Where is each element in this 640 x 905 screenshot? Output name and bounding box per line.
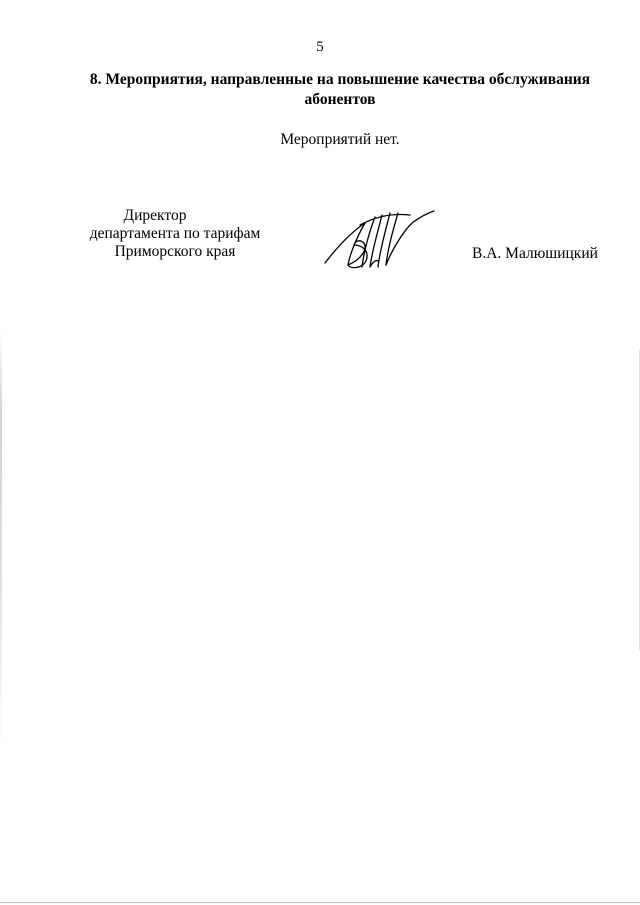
section-heading-line-2: абонентов [304, 91, 376, 108]
handwritten-signature-icon [320, 205, 440, 275]
signature-stroke [386, 211, 434, 265]
scan-edge-artifact-left [0, 330, 2, 750]
section-heading-line-1: 8. Мероприятия, направленные на повышение качества обслуживания [89, 71, 591, 88]
signatory-title-line-3: Приморского края [114, 243, 236, 260]
signatory-title-line-1: Директор [123, 207, 187, 224]
signature-stroke [370, 215, 382, 267]
signature-stroke [360, 214, 410, 225]
signature-stroke [325, 223, 365, 263]
body-text: Мероприятий нет. [280, 131, 400, 148]
signatory-title-line-2: департамента по тарифам [89, 225, 261, 242]
page-number: 5 [316, 39, 324, 55]
signatory-name: В.А. Малюшицкий [472, 245, 598, 262]
signatory-title-block [70, 207, 280, 261]
scan-edge-artifact-bottom [0, 902, 640, 903]
section-heading [80, 70, 600, 110]
